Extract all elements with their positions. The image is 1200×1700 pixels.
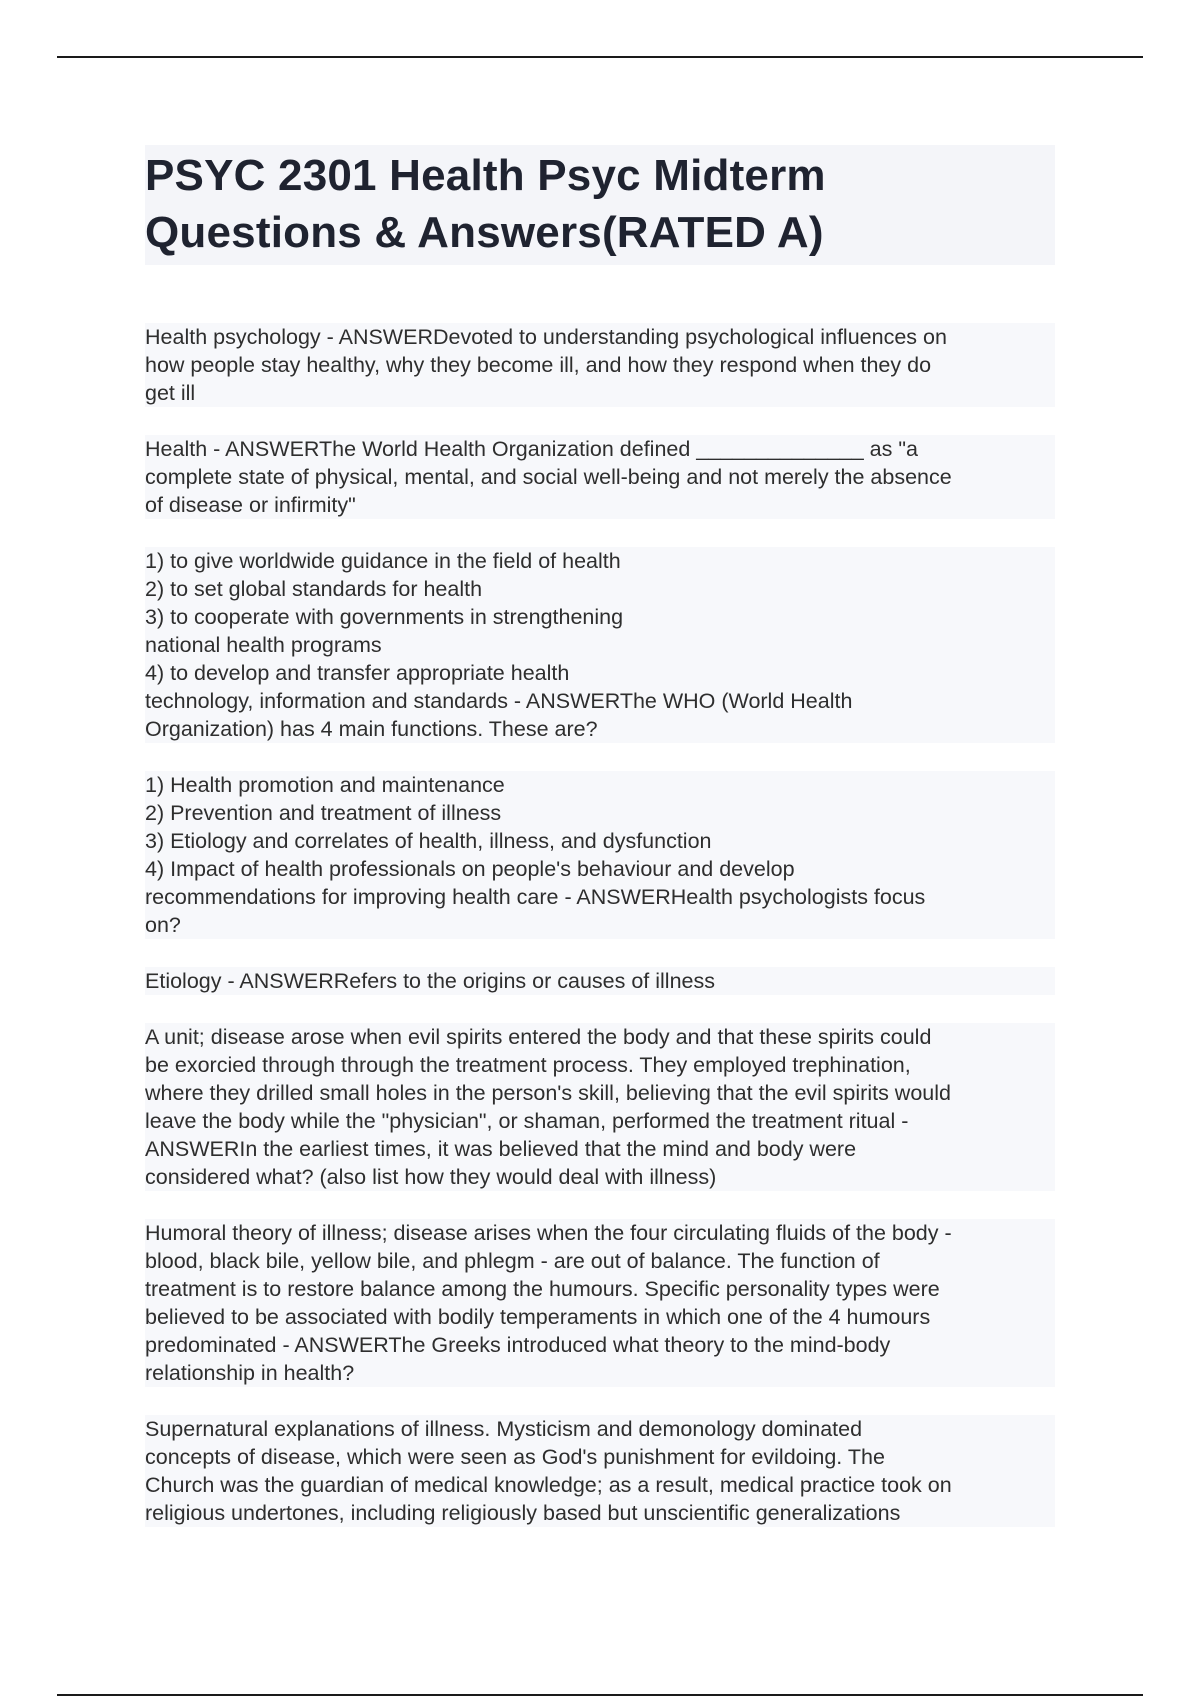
qa-text-line: 2) Prevention and treatment of illness	[145, 801, 502, 825]
qa-text-line: of disease or infirmity"	[145, 493, 356, 517]
qa-text-line: 3) to cooperate with governments in strengthening	[145, 605, 624, 629]
qa-entry	[145, 771, 1055, 939]
qa-text-line: 3) Etiology and correlates of health, illness, and dysfunction	[145, 829, 712, 853]
qa-text-line: ANSWERIn the earliest times, it was believed that the mind and body were	[145, 1137, 857, 1161]
qa-text-line: how people stay healthy, why they become ill, and how they respond when they do	[145, 353, 932, 377]
qa-text-line: Humoral theory of illness; disease arises when the four circulating fluids of the body -	[145, 1221, 952, 1245]
qa-text-line: relationship in health?	[145, 1361, 355, 1385]
qa-list	[145, 323, 1055, 1527]
qa-entry	[145, 547, 1055, 743]
qa-text-line: be exorcied through through the treatment process. They employed trephination,	[145, 1053, 911, 1077]
title-line-2: Questions & Answers(RATED A)	[145, 208, 824, 257]
qa-text-line: complete state of physical, mental, and social well-being and not merely the absence	[145, 465, 952, 489]
qa-text-line: concepts of disease, which were seen as God's punishment for evildoing. The	[145, 1445, 885, 1469]
qa-text-line: on?	[145, 913, 181, 937]
qa-text-line: believed to be associated with bodily temperaments in which one of the 4 humours	[145, 1305, 931, 1329]
qa-text-line: treatment is to restore balance among the humours. Specific personality types were	[145, 1277, 940, 1301]
qa-text-line: Church was the guardian of medical knowledge; as a result, medical practice took on	[145, 1473, 952, 1497]
document-body	[145, 145, 1055, 1555]
qa-text-line: blood, black bile, yellow bile, and phlegm - are out of balance. The function of	[145, 1249, 880, 1273]
qa-text-line: national health programs	[145, 633, 382, 657]
qa-text-line: leave the body while the "physician", or shaman, performed the treatment ritual -	[145, 1109, 909, 1133]
qa-text-line: recommendations for improving health care - ANSWERHealth psychologists focus	[145, 885, 926, 909]
qa-text-line: predominated - ANSWERThe Greeks introduced what theory to the mind-body	[145, 1333, 891, 1357]
qa-text-line: 1) Health promotion and maintenance	[145, 773, 505, 797]
qa-text-line: Organization) has 4 main functions. These are?	[145, 717, 598, 741]
qa-entry	[145, 1219, 1055, 1387]
qa-entry	[145, 323, 1055, 407]
qa-text-line: Health psychology - ANSWERDevoted to understanding psychological influences on	[145, 325, 947, 349]
qa-text-line: A unit; disease arose when evil spirits entered the body and that these spirits could	[145, 1025, 932, 1049]
qa-text-line: Health - ANSWERThe World Health Organization defined ______________ as "a	[145, 437, 918, 461]
qa-text-line: 2) to set global standards for health	[145, 577, 483, 601]
qa-text-line: 1) to give worldwide guidance in the field of health	[145, 549, 621, 573]
qa-text-line: 4) to develop and transfer appropriate health	[145, 661, 570, 685]
qa-entry	[145, 1415, 1055, 1527]
qa-text-line: get ill	[145, 381, 196, 405]
qa-entry	[145, 1023, 1055, 1191]
qa-text-line: technology, information and standards - ANSWERThe WHO (World Health	[145, 689, 853, 713]
bottom-rule	[57, 1694, 1143, 1696]
title-line-1: PSYC 2301 Health Psyc Midterm	[145, 151, 826, 200]
page-title	[145, 145, 1055, 265]
qa-text-line: Supernatural explanations of illness. Mysticism and demonology dominated	[145, 1417, 863, 1441]
qa-text-line: where they drilled small holes in the person's skill, believing that the evil spirits would	[145, 1081, 951, 1105]
qa-text-line: religious undertones, including religiously based but unscientific generalizations	[145, 1501, 901, 1525]
qa-entry	[145, 435, 1055, 519]
qa-text-line: 4) Impact of health professionals on people's behaviour and develop	[145, 857, 795, 881]
qa-text-line: Etiology - ANSWERRefers to the origins or causes of illness	[145, 969, 715, 993]
top-rule	[57, 56, 1143, 58]
qa-text-line: considered what? (also list how they would deal with illness)	[145, 1165, 717, 1189]
qa-entry	[145, 967, 1055, 995]
